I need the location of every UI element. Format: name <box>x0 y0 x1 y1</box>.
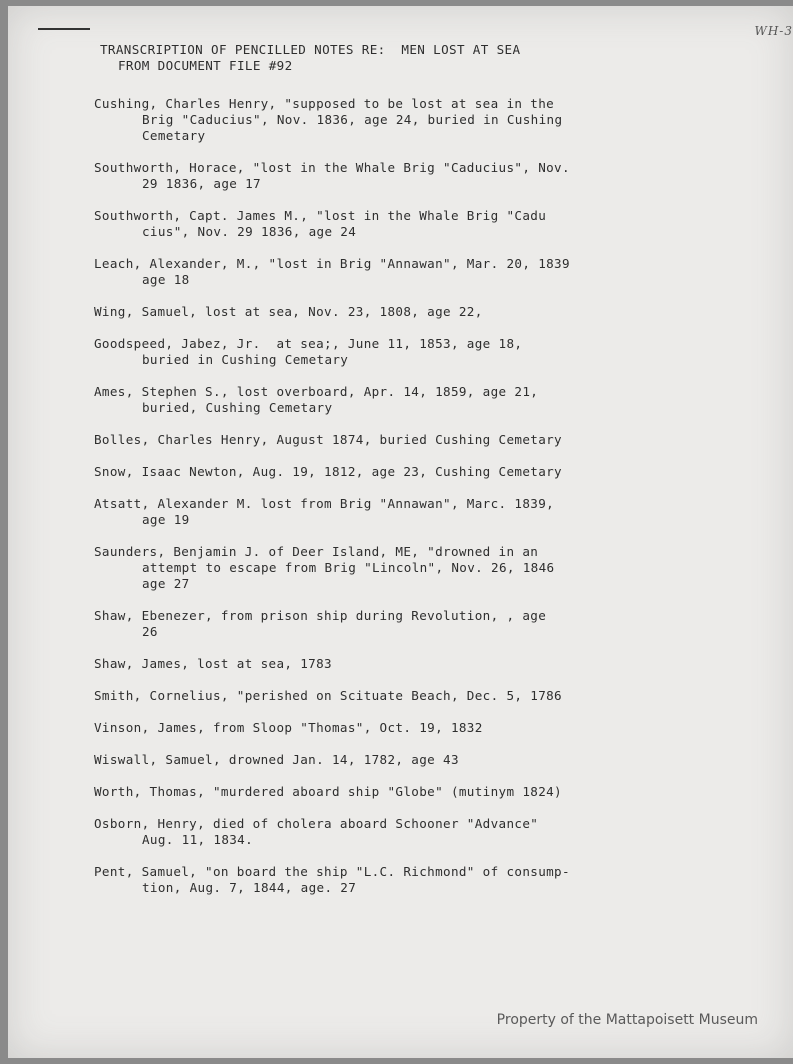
title-line-2: FROM DOCUMENT FILE #92 <box>118 58 293 73</box>
entry-continuation: buried in Cushing Cemetary <box>142 352 349 367</box>
transcription-body <box>94 42 684 912</box>
list-item <box>94 304 684 320</box>
entry-continuation: age 19 <box>142 512 190 527</box>
entry-continuation: 26 <box>142 624 158 639</box>
list-item <box>94 816 684 848</box>
entry-continuation: Cemetary <box>142 128 206 143</box>
entry-line: Ames, Stephen S., lost overboard, Apr. 14, 1859, age 21, <box>94 384 539 399</box>
entry-line: Shaw, Ebenezer, from prison ship during Revolution, , age <box>94 608 547 623</box>
entry-continuation: tion, Aug. 7, 1844, age. 27 <box>142 880 357 895</box>
entry-line: Atsatt, Alexander M. lost from Brig "Annawan", Marc. 1839, <box>94 496 555 511</box>
entry-line: Wing, Samuel, lost at sea, Nov. 23, 1808, age 22, <box>94 304 483 319</box>
document-page <box>8 6 793 1058</box>
entry-continuation: cius", Nov. 29 1836, age 24 <box>142 224 357 239</box>
entry-line: Shaw, James, lost at sea, 1783 <box>94 656 332 671</box>
list-item <box>94 432 684 448</box>
list-item <box>94 544 684 592</box>
list-item <box>94 752 684 768</box>
entry-continuation: 29 1836, age 17 <box>142 176 261 191</box>
list-item <box>94 864 684 896</box>
list-item <box>94 384 684 416</box>
list-item <box>94 656 684 672</box>
entry-line: Saunders, Benjamin J. of Deer Island, ME, "drowned in an <box>94 544 539 559</box>
entry-line: Smith, Cornelius, "perished on Scituate Beach, Dec. 5, 1786 <box>94 688 562 703</box>
entry-continuation: Brig "Caducius", Nov. 1836, age 24, buried in Cushing <box>142 112 563 127</box>
title-line-1: TRANSCRIPTION OF PENCILLED NOTES RE: MEN LOST AT SEA <box>100 42 521 57</box>
handwritten-file-code: WH-3 <box>754 24 793 38</box>
entry-line: Vinson, James, from Sloop "Thomas", Oct. 19, 1832 <box>94 720 483 735</box>
entry-line: Wiswall, Samuel, drowned Jan. 14, 1782, age 43 <box>94 752 459 767</box>
entry-line: Goodspeed, Jabez, Jr. at sea;, June 11, 1853, age 18, <box>94 336 523 351</box>
list-item <box>94 160 684 192</box>
entry-line: Bolles, Charles Henry, August 1874, buried Cushing Cemetary <box>94 432 562 447</box>
entry-line: Worth, Thomas, "murdered aboard ship "Globe" (mutinym 1824) <box>94 784 562 799</box>
list-item <box>94 784 684 800</box>
list-item <box>94 96 684 144</box>
entry-continuation: age 27 <box>142 576 190 591</box>
list-item <box>94 496 684 528</box>
museum-watermark: Property of the Mattapoisett Museum <box>496 1012 758 1028</box>
entry-continuation: buried, Cushing Cemetary <box>142 400 333 415</box>
entry-line: Pent, Samuel, "on board the ship "L.C. Richmond" of consump- <box>94 864 570 879</box>
list-item <box>94 688 684 704</box>
entry-line: Southworth, Horace, "lost in the Whale Brig "Caducius", Nov. <box>94 160 570 175</box>
entry-line: Osborn, Henry, died of cholera aboard Schooner "Advance" <box>94 816 539 831</box>
entry-line: Snow, Isaac Newton, Aug. 19, 1812, age 23, Cushing Cemetary <box>94 464 562 479</box>
list-item <box>94 608 684 640</box>
entry-line: Cushing, Charles Henry, "supposed to be lost at sea in the <box>94 96 555 111</box>
pencil-mark <box>38 28 90 30</box>
list-item <box>94 208 684 240</box>
document-title <box>100 42 684 74</box>
entry-continuation: attempt to escape from Brig "Lincoln", Nov. 26, 1846 <box>142 560 555 575</box>
list-item <box>94 336 684 368</box>
entry-line: Southworth, Capt. James M., "lost in the Whale Brig "Cadu <box>94 208 547 223</box>
entry-continuation: age 18 <box>142 272 190 287</box>
list-item <box>94 720 684 736</box>
entry-continuation: Aug. 11, 1834. <box>142 832 254 847</box>
entry-list <box>94 96 684 896</box>
list-item <box>94 256 684 288</box>
entry-line: Leach, Alexander, M., "lost in Brig "Annawan", Mar. 20, 1839 <box>94 256 570 271</box>
list-item <box>94 464 684 480</box>
